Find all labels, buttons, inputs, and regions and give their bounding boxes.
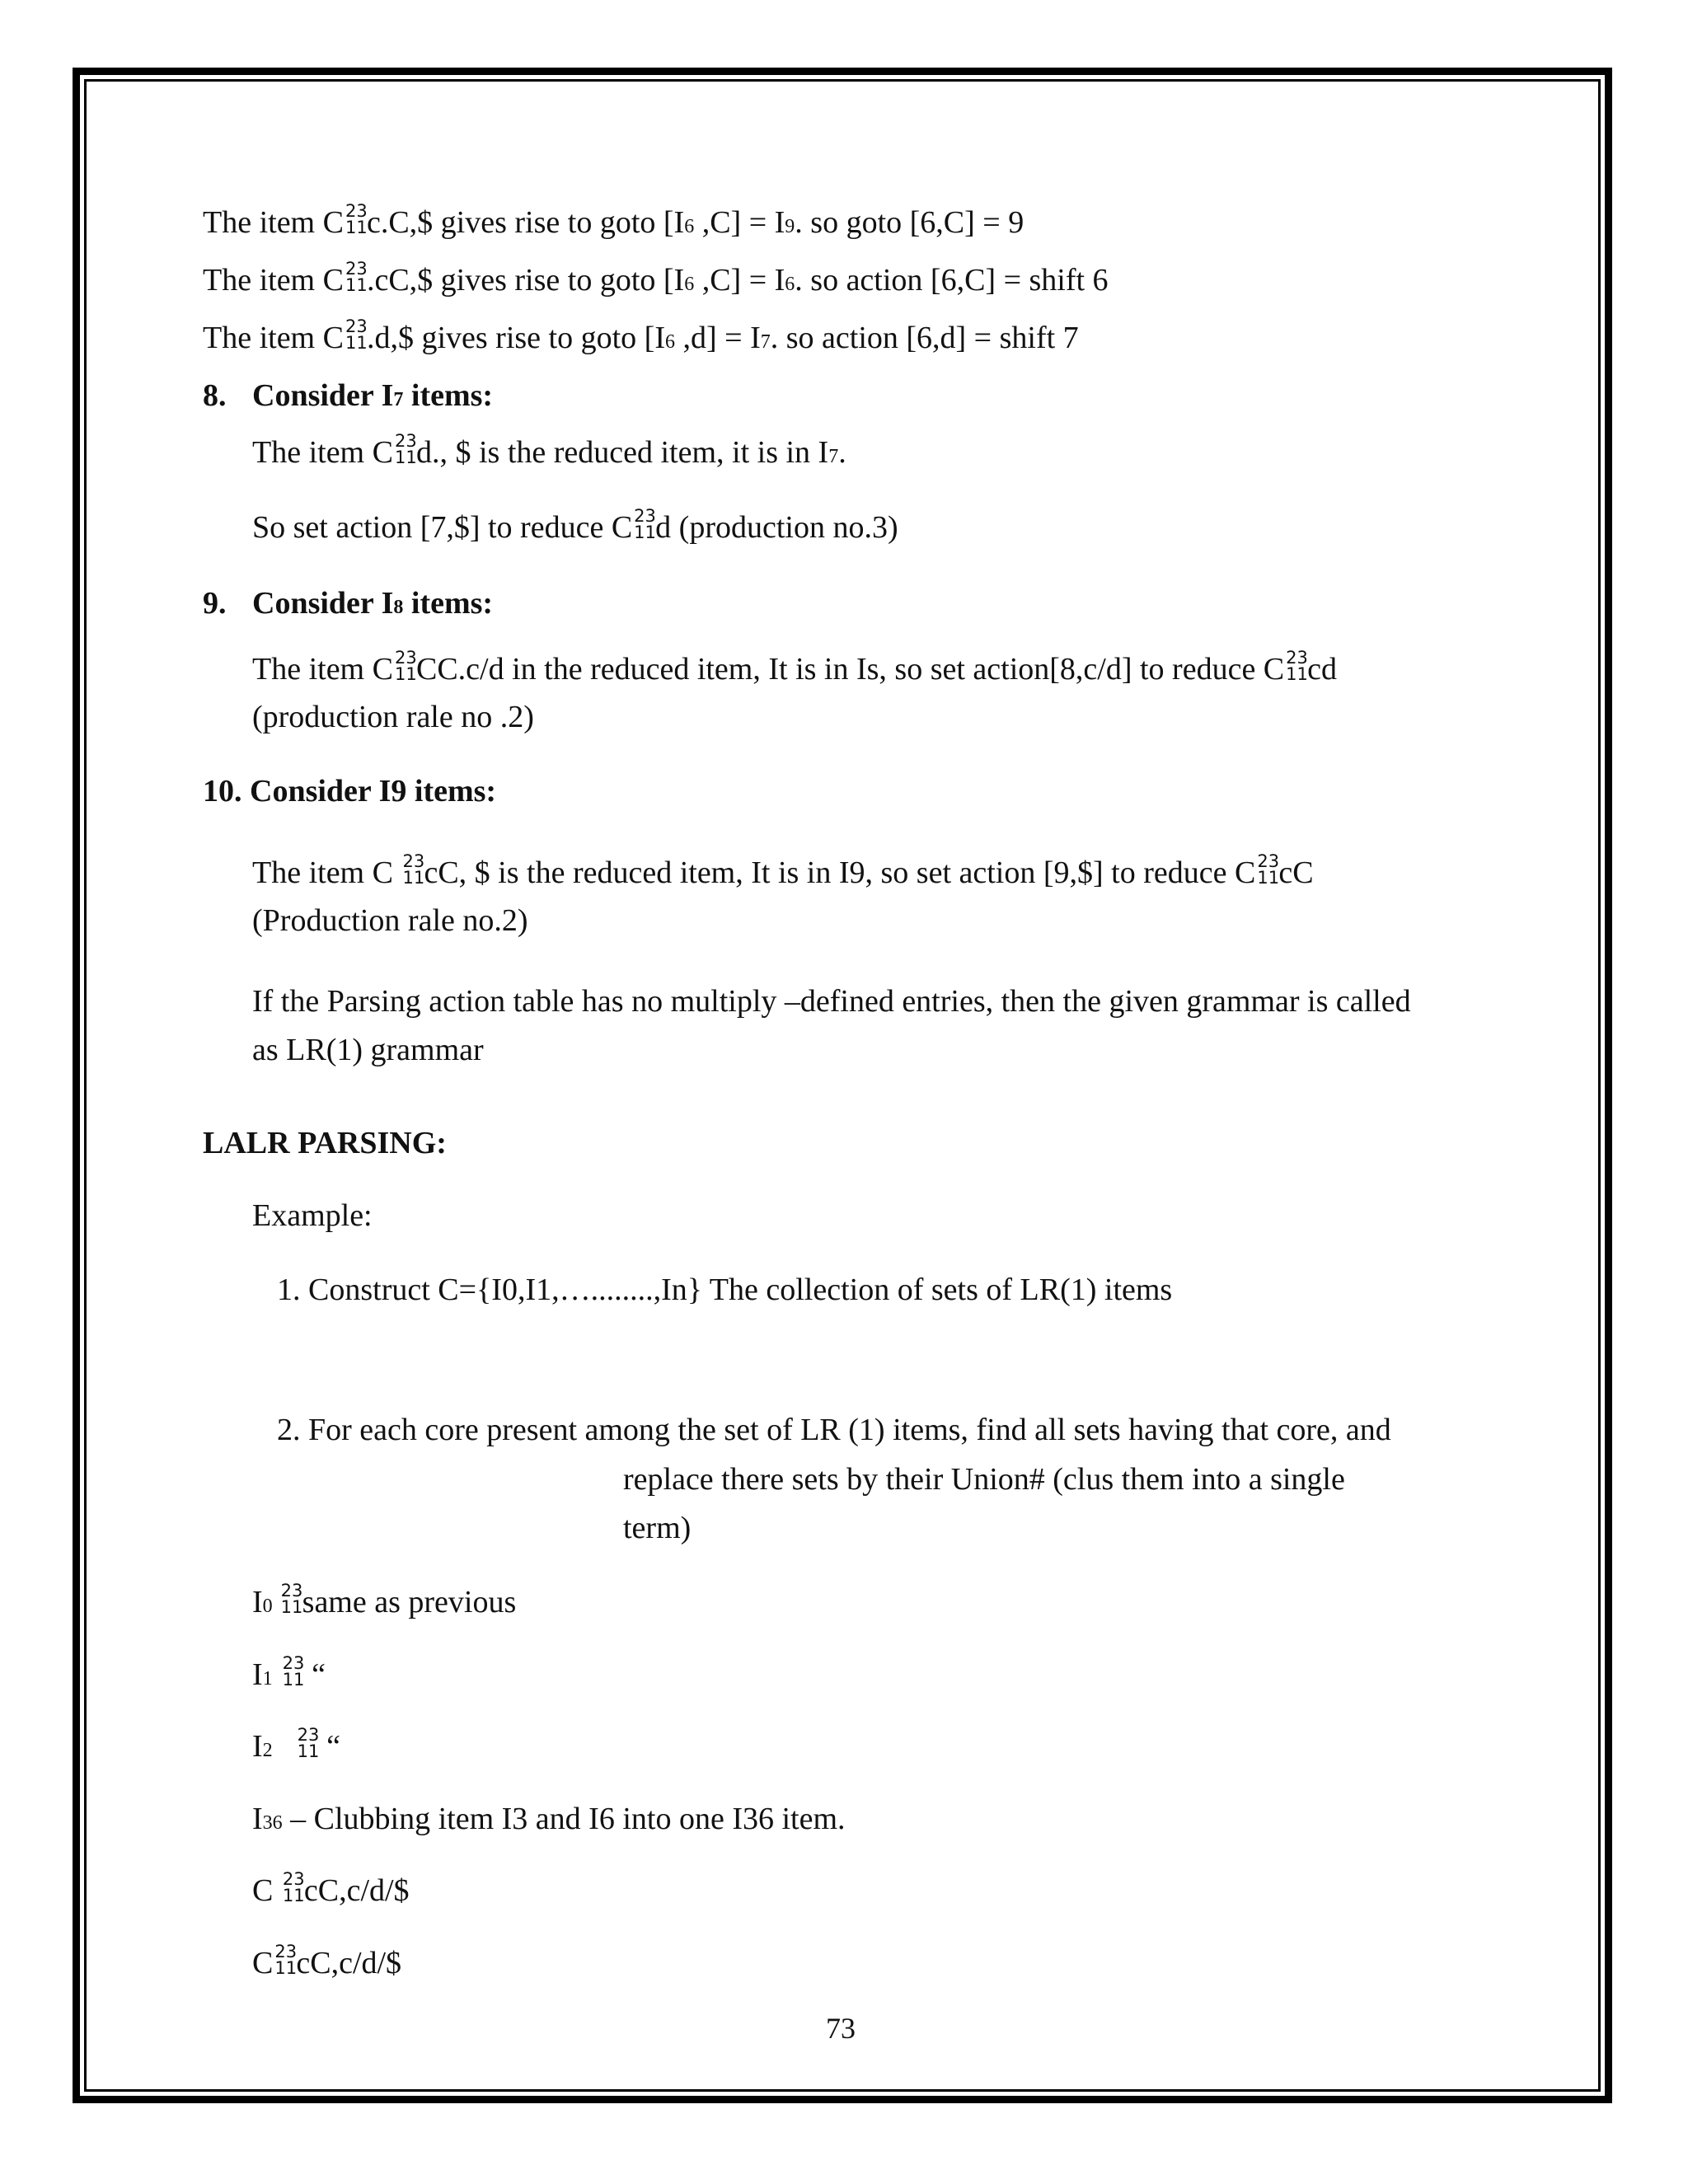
text-example: Example: (252, 1198, 373, 1233)
text-i2: I2 23 11 “ (252, 1725, 341, 1764)
arrow-glyph: 23 11 (282, 1869, 305, 1905)
text-line-goto-2: The item C 23 11 .cC,$ gives rise to goto [I6 ,C] = I6. so action [6,C] = shift 6 (203, 259, 1109, 298)
text-i36: I36 – Clubbing item I3 and I6 into one I36 item. (252, 1802, 846, 1836)
text-line-production-2b: (Production rale no.2) (252, 903, 528, 938)
arrow-glyph: 23 11 (394, 648, 417, 684)
heading-consider-i9: 10. Consider I9 items: (203, 774, 497, 808)
arrow-glyph: 23 11 (345, 201, 368, 237)
arrow-glyph: 23 11 (345, 259, 368, 295)
text-line-lr1-grammar-2: as LR(1) grammar (252, 1033, 484, 1067)
heading-consider-i8: 9. (203, 586, 227, 621)
heading-consider-i7: 8. (203, 378, 227, 413)
text-line-production-2a: (production rale no .2) (252, 700, 534, 734)
text-line-set-action-7: So set action [7,$] to reduce C 23 11 d (production no.3) (252, 506, 898, 545)
arrow-glyph: 23 11 (1286, 648, 1308, 684)
arrow-glyph: 23 11 (402, 851, 425, 888)
arrow-glyph: 23 11 (345, 316, 368, 353)
text-step-2b: replace there sets by their Union# (clus them into a single (623, 1462, 1345, 1497)
text-step-2a: 2. For each core present among the set of LR (1) items, find all sets having that core, and (277, 1413, 1391, 1447)
text-step-1: 1. Construct C={I0,I1,…........,In} The collection of sets of LR(1) items (277, 1272, 1173, 1307)
arrow-glyph: 23 11 (394, 431, 417, 467)
arrow-glyph: 23 11 (282, 1653, 305, 1690)
text-line-lr1-grammar-1: If the Parsing action table has no multiply –defined entries, then the given grammar is called (252, 984, 1411, 1019)
text-line-goto-1: The item C 23 11 c.C,$ gives rise to goto [I6 ,C] = I9. so goto [6,C] = 9 (203, 201, 1025, 240)
text-line-reduced-i7: The item C 23 11 d., $ is the reduced item, it is in I7. (252, 431, 846, 470)
text-i1: I1 23 11 “ (252, 1653, 326, 1692)
text-line-reduced-i9: The item C 23 11 cC, $ is the reduced item, It is in I9, so set action [9,$] to reduce C 23 11 cC (252, 851, 1314, 890)
text-line-goto-3: The item C 23 11 .d,$ gives rise to goto [I6 ,d] = I7. so action [6,d] = shift 7 (203, 316, 1079, 355)
heading-lalr-parsing: LALR PARSING: (203, 1126, 447, 1160)
text-c-item-1: C 23 11 cC,c/d/$ (252, 1869, 410, 1908)
text-step-2c: term) (623, 1511, 692, 1545)
arrow-glyph: 23 11 (634, 506, 656, 542)
text-c-item-2: C 23 11 cC,c/d/$ (252, 1942, 402, 1980)
heading-consider-i7-text: Consider I7 items: (252, 378, 494, 413)
arrow-glyph: 23 11 (297, 1725, 320, 1761)
text-i0: I0 23 11 same as previous (252, 1581, 517, 1619)
arrow-glyph: 23 11 (280, 1581, 303, 1617)
arrow-glyph: 23 11 (1257, 851, 1280, 888)
page-number: 73 (826, 2012, 856, 2045)
arrow-glyph: 23 11 (274, 1942, 298, 1978)
heading-consider-i8-text: Consider I8 items: (252, 586, 494, 621)
text-line-reduced-i8: The item C 23 11 CC.c/d in the reduced item, It is in Is, so set action[8,c/d] to reduce C 23 11 cd (252, 648, 1338, 687)
